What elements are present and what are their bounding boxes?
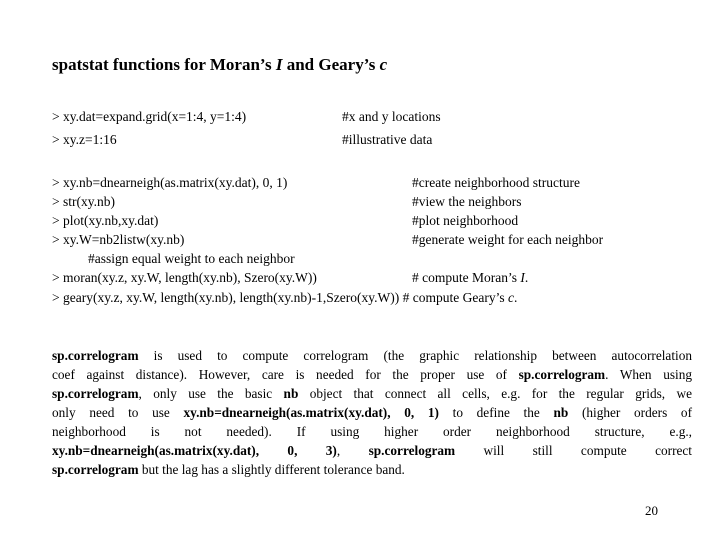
code-line-geary [52,288,517,307]
term-dnearneigh-1: xy.nb=dnearneigh(as.matrix(xy.dat), 0, 1) [183,405,439,420]
para-text: only need to use [52,405,184,420]
term-dnearneigh-3: xy.nb=dnearneigh(as.matrix(xy.dat), 0, 3) [52,443,337,458]
title-middle: and Geary’s [282,55,380,74]
term-nb: nb [283,386,299,401]
term-sp-correlogram: sp.correlogram [368,443,456,458]
geary-symbol: c [507,290,514,305]
comment-locations: #x and y locations [342,109,441,124]
para-line-1 [52,346,692,365]
comment-moran-symbol: I [520,270,525,285]
para-text: (higher orders of [568,405,693,420]
code-line-nb2listw: > xy.W=nb2listw(xy.nb) [52,232,185,247]
comment-view-nb: #view the neighbors [412,194,522,209]
comment-create-nb: #create neighborhood structure [412,175,580,190]
para-text: to define the [438,405,554,420]
para-line-3 [52,384,692,403]
code-line-dnearneigh: > xy.nb=dnearneigh(as.matrix(xy.dat), 0, 1) [52,175,288,190]
comment-moran-suffix: . [524,270,529,285]
code-line-xyz: > xy.z=1:16 [52,132,117,147]
term-sp-correlogram: sp.correlogram [518,367,606,382]
para-text: but the lag has a slightly different tolerance band. [138,462,405,477]
term-sp-correlogram: sp.correlogram [52,386,139,401]
title-geary-symbol: c [379,55,388,74]
para-text: . When using [605,367,693,382]
comment-plot-nb: #plot neighborhood [412,213,519,228]
page-number: 20 [645,503,658,518]
comment-moran [412,268,528,287]
para-line-2 [52,365,692,384]
comment-gen-weight: #generate weight for each neighbor [412,232,604,247]
comment-data: #illustrative data [342,132,433,147]
correlogram-paragraph [52,346,692,479]
code-geary-text: > geary(xy.z, xy.W, length(xy.nb), length(xy.nb)-1,Szero(xy.W)) # compute Geary’s [52,290,508,305]
code-line-moran: > moran(xy.z, xy.W, length(xy.nb), Szero(xy.W)) [52,270,317,285]
comment-moran-prefix: # compute Moran’s [412,270,521,285]
para-text: , [336,443,369,458]
para-text: is used to compute correlogram (the graphic relationship between autocorrelation [138,348,692,363]
para-line-4 [52,403,692,422]
geary-suffix: . [513,290,518,305]
para-line-6 [52,441,692,460]
comment-assign-weight: #assign equal weight to each neighbor [88,251,295,266]
code-line-expand-grid: > xy.dat=expand.grid(x=1:4, y=1:4) [52,109,247,124]
term-sp-correlogram: sp.correlogram [52,348,139,363]
para-text: object that connect all cells, e.g. for the regular grids, we [298,386,692,401]
para-line-7 [52,460,692,479]
title-prefix: spatstat functions for Moran’s [52,55,276,74]
title-moran-symbol: I [275,55,283,74]
para-line-5 [52,422,692,441]
code-line-str: > str(xy.nb) [52,194,115,209]
para-text: neighborhood is not needed). If using higher order neighborhood structure, e.g., [52,424,692,439]
slide-title [52,55,387,75]
para-text: , only use the basic [138,386,284,401]
para-text: will still compute correct [455,443,692,458]
term-sp-correlogram: sp.correlogram [52,462,139,477]
term-nb: nb [553,405,569,420]
para-text: coef against distance). However, care is needed for the proper use of [52,367,519,382]
code-line-plot: > plot(xy.nb,xy.dat) [52,213,159,228]
